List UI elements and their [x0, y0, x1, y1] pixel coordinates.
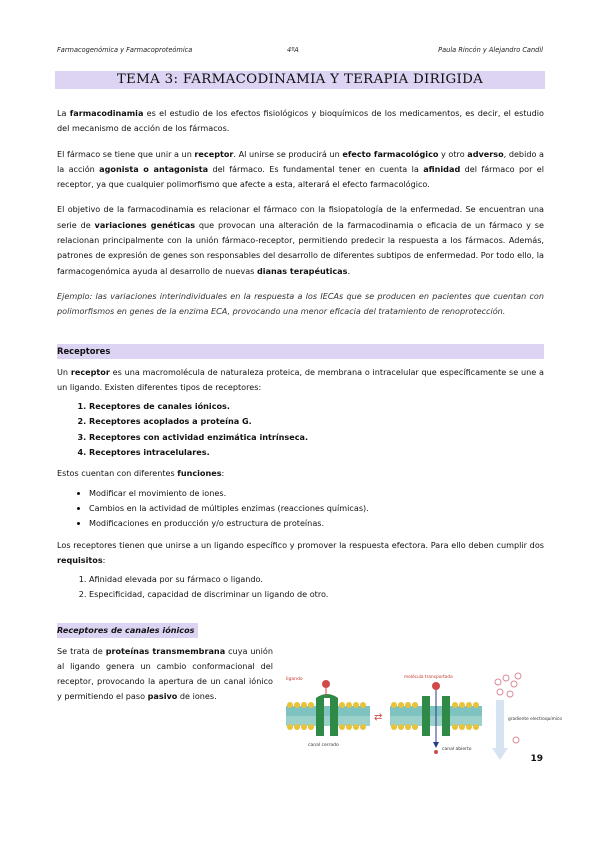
requirements-intro: Los receptores tienen que unirse a un ligando específico y promover la respuesta efectora. Para ello deben cumplir dos requisitos:	[57, 539, 544, 565]
example-paragraph: Ejemplo: las variaciones interindividuales en la respuesta a los IECAs que se producen en pacientes que cuentan con polimorfismos en genes de la enzima ECA, provocando una menor eficacia del tratamiento de renoprotección.	[57, 290, 544, 317]
ion-channel-figure	[272, 668, 562, 768]
header-center: 4ºA	[287, 46, 299, 54]
intro-paragraph-3: El objetivo de la farmacodinamia es relacionar el fármaco con la fisiopatología de la enfermedad. Se encuentran una serie de variaciones genéticas que provocan una alteración de la farmacodinamia o eficacia de un fármaco y se relacionan principalmente con la unión fármaco-receptor, permitiendo predecir la respuesta a los fármacos. Además, patrones de expresión de genes son responsables del desarrollo de diferentes subtipos de enfermedad. Por todo ello, la farmacogenómica ayuda al desarrollo de nuevas dianas terapéuticas.	[57, 204, 545, 276]
header-left: Farmacogenómica y Farmacoproteómica	[57, 46, 193, 54]
label-canal-cerrado: canal cerrado	[308, 743, 339, 748]
label-molecula: molécula transportada	[404, 675, 453, 680]
closed-channel-membrane	[286, 694, 370, 736]
label-ligando: ligando	[286, 677, 303, 682]
document-body	[57, 106, 544, 715]
requirements-list	[57, 572, 544, 603]
page-header	[57, 46, 543, 58]
svg-text:⇄: ⇄	[374, 712, 383, 723]
intro-paragraph-1: La farmacodinamia es el estudio de los efectos fisiológicos y bioquímicos de los medicamentos, es decir, el estudio del mecanismo de acción de los fármacos.	[57, 108, 544, 134]
header-right: Paula Rincón y Alejandro Candil	[438, 46, 543, 54]
list-item: • Cambios en la actividad de múltiples enzimas (reacciones químicas).	[89, 501, 544, 516]
list-item: • Modificar el movimiento de iones.	[89, 486, 544, 501]
canales-paragraph: Se trata de proteínas transmembrana cuya unión al ligando genera un cambio conformacional del receptor, provocando la apertura de un canal iónico y permitiendo el paso pasivo de iones.	[57, 645, 273, 702]
page-title: TEMA 3: FARMACODINAMIA Y TERAPIA DIRIGIDA	[55, 71, 545, 89]
receptor-types-list	[57, 399, 544, 460]
list-item: 3. Receptores con actividad enzimática intrínseca.	[89, 430, 544, 445]
list-item: • Modificaciones en producción y/o estructura de proteínas.	[89, 516, 544, 531]
label-canal-abierto: canal abierto	[442, 747, 472, 752]
list-item: 2. Especificidad, capacidad de discriminar un ligando de otro.	[89, 587, 544, 602]
label-gradiente: gradiente electroquímico	[508, 717, 562, 722]
functions-list	[57, 486, 544, 532]
list-item: 2. Receptores acoplados a proteína G.	[89, 414, 544, 429]
page-number: 19	[530, 754, 543, 764]
intro-paragraph-2: El fármaco se tiene que unir a un receptor. Al unirse se producirá un efecto farmacológico y otro adverso, debido a la acción agonista o antagonista del fármaco. Es fundamental tener en cuenta la afinidad del fármaco por el receptor, ya que cualquier polimorfismo que afecte a esta, alterará el efecto farmacológico.	[57, 148, 545, 190]
section-heading-receptores: Receptores	[57, 344, 544, 359]
ligand-icon	[322, 680, 330, 688]
ion-channel-diagram	[272, 668, 562, 768]
list-item: 1. Receptores de canales iónicos.	[89, 399, 544, 414]
list-item: 4. Receptores intracelulares.	[89, 445, 544, 460]
subsection-heading-canales: Receptores de canales iónicos	[57, 623, 198, 638]
list-item: 1. Afinidad elevada por su fármaco o ligando.	[89, 572, 544, 587]
receptores-paragraph: Un receptor es una macromolécula de naturaleza proteica, de membrana o intracelular que específicamente se une a un ligando. Existen diferentes tipos de receptores:	[57, 366, 544, 392]
functions-intro: Estos cuentan con diferentes funciones:	[57, 468, 225, 479]
